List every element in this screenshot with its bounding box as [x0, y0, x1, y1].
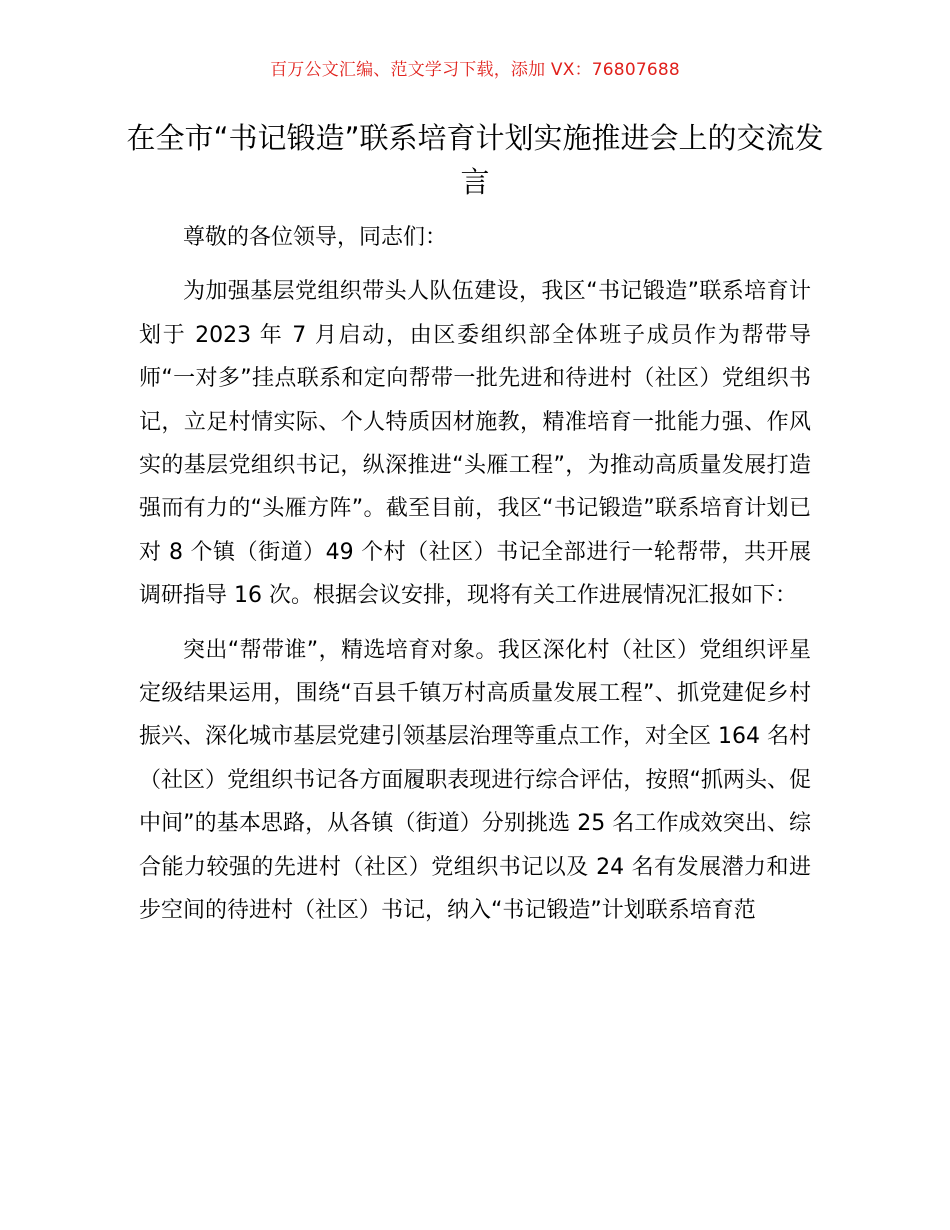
paragraph-section-1: 突出“帮带谁”，精选培育对象。我区深化村（社区）党组织评星定级结果运用，围绕“百县千镇万村高质量发展工程”、抓党建促乡村振兴、深化城市基层党建引领基层治理等重点工作，对全区 164 名村（社区）党组织书记各方面履职表现进行综合评估，按照“抓两头、促中间”的基本思路，从各镇（街道）分别挑选 25 名工作成效突出、综合能力较强的先进村（社区）党组织书记以及 24 名有发展潜力和进步空间的待进村（社区）书记，纳入“书记锻造”计划联系培育范	[139, 637, 811, 924]
salutation: 尊敬的各位领导，同志们：	[183, 225, 448, 250]
header-watermark-note: 百万公文汇编、范文学习下载，添加 VX：76807688	[270, 60, 680, 80]
paragraph-intro: 为加强基层党组织带头人队伍建设，我区“书记锻造”联系培育计划于 2023 年 7 月启动，由区委组织部全体班子成员作为帮带导师“一对多”挂点联系和定向帮带一批先进和待进村（社区）党组织书记，立足村情实际、个人特质因材施教，精准培育一批能力强、作风实的基层党组织书记，纵深推进“头雁工程”，为推动高质量发展打造强而有力的“头雁方阵”。截至目前，我区“书记锻造”联系培育计划已对 8 个镇（街道）49 个村（社区）书记全部进行一轮帮带，共开展调研指导 16 次。根据会议安排，现将有关工作进展情况汇报如下：	[139, 279, 811, 609]
document-body	[139, 216, 811, 933]
document-title: 在全市“书记锻造”联系培育计划实施推进会上的交流发言	[126, 121, 824, 199]
